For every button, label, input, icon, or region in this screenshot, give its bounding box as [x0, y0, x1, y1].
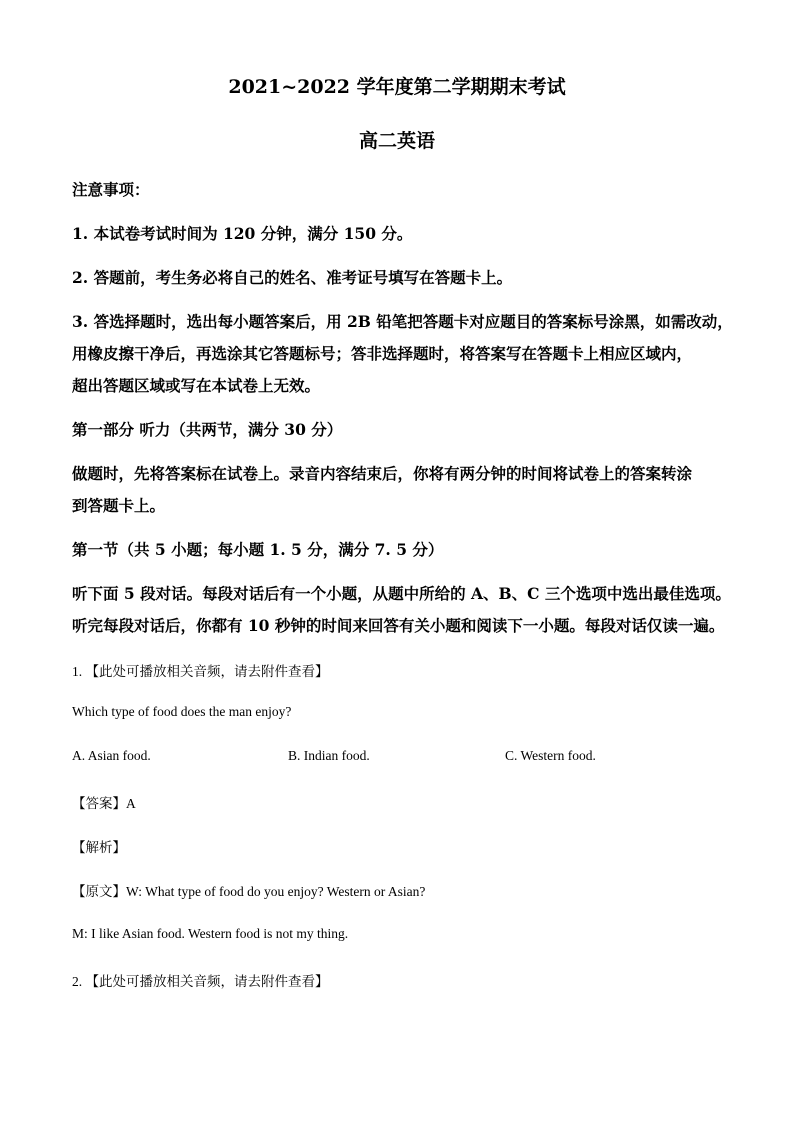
- notice-item-3-line-3: 超出答题区域或写在本试卷上无效。: [72, 376, 321, 395]
- question-1-answer: 【答案】A: [72, 796, 136, 811]
- section1-instruction-line-1: 听下面 5 段对话。每段对话后有一个小题，从题中所给的 A、B、C 三个选项中选出最佳选项。: [72, 584, 731, 603]
- question-1-transcript-line-1: 【原文】W: What type of food do you enjoy? Western or Asian?: [72, 884, 426, 899]
- notice-item-3-line-1: 3. 答选择题时，选出每小题答案后，用 2B 铅笔把答题卡对应题目的答案标号涂黑，如需改动，: [72, 312, 733, 331]
- notice-item-2: 2. 答题前，考生务必将自己的姓名、准考证号填写在答题卡上。: [72, 268, 513, 287]
- exam-title: 2021~2022 学年度第二学期期末考试: [228, 76, 566, 98]
- notice-heading: 注意事项：: [72, 180, 150, 199]
- question-1-transcript-line-2: M: I like Asian food. Western food is not my thing.: [72, 926, 349, 941]
- part1-instruction-line-2: 到答题卡上。: [72, 496, 166, 515]
- question-1-analysis: 【解析】: [72, 840, 126, 855]
- question-1-option-b: B. Indian food.: [288, 748, 370, 763]
- subject-title: 高二英语: [358, 130, 435, 152]
- question-1-stem: Which type of food does the man enjoy?: [72, 704, 292, 719]
- question-2-label: 2. 【此处可播放相关音频，请去附件查看】: [72, 974, 329, 989]
- notice-item-1: 1. 本试卷考试时间为 120 分钟，满分 150 分。: [72, 224, 413, 243]
- section1-heading: 第一节（共 5 小题；每小题 1. 5 分，满分 7. 5 分）: [72, 540, 444, 559]
- question-1-option-c: C. Western food.: [505, 748, 596, 763]
- question-1-option-a: A. Asian food.: [72, 748, 151, 763]
- section1-instruction-line-2: 听完每段对话后，你都有 10 秒钟的时间来回答有关小题和阅读下一小题。每段对话仅读一遍。: [72, 616, 725, 635]
- part1-instruction-line-1: 做题时，先将答案标在试卷上。录音内容结束后，你将有两分钟的时间将试卷上的答案转涂: [72, 464, 693, 483]
- question-1-label: 1. 【此处可播放相关音频，请去附件查看】: [72, 664, 329, 679]
- notice-item-3-line-2: 用橡皮擦干净后，再选涂其它答题标号；答非选择题时，将答案写在答题卡上相应区域内，: [72, 344, 693, 363]
- part1-heading: 第一部分 听力（共两节，满分 30 分）: [72, 420, 343, 439]
